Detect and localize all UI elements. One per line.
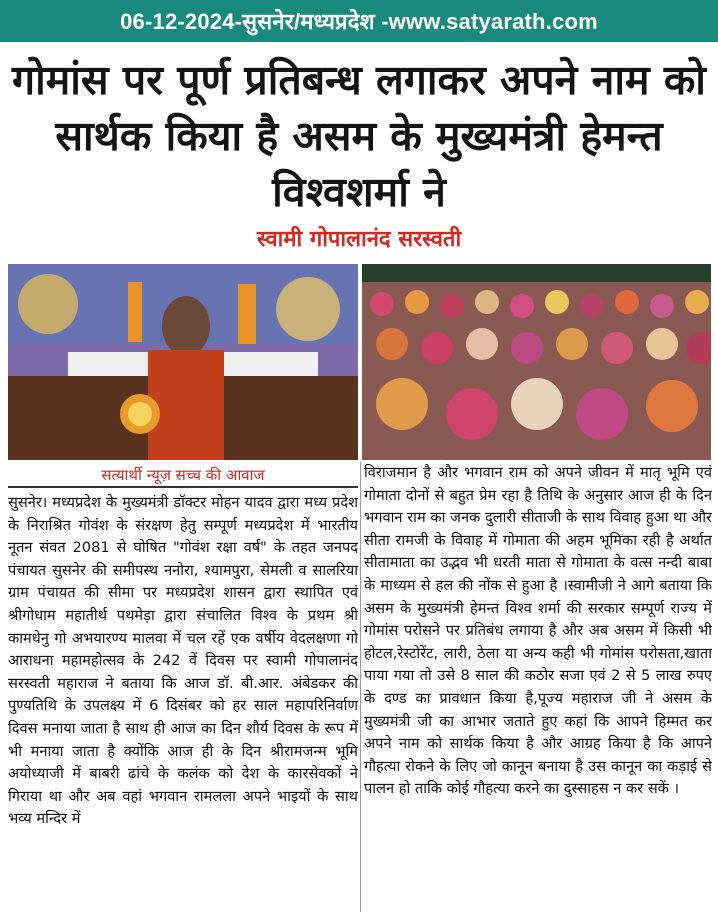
audience-photo [362, 264, 711, 460]
article-byline: स्वामी गोपालानंद सरस्वती [256, 227, 462, 252]
speaker-photo [8, 264, 358, 460]
article-body-right-column: विराजमान है और भगवान राम को अपने जीवन में मातृ भूमि एवं गोमाता दोनों से बहुत प्रेम रहा है तिथि के अनुसार आज ही के दिन भगवान राम का जनक दुलारी सीताजी के साथ विवाह हुआ था और सीता रामजी के विवाह में गोमाता की अहम भूमिका रही है अर्थात सीतामाता का उद्भव भी धरती माता से गोमाता के वत्स नन्दी बाबा के माध्यम से हल की नोंक से हुआ है ।स्वामीजी ने आगे बताया कि असम के मुख्यमंत्री हेमन्त विश्व शर्मा की सरकार सम्पूर्ण राज्य में गोमांस परोसने पर प्रतिबंध लगाया है और अब असम में किसी भी होटल,रेस्टोरेंट, लारी, ठेला या अन्य कही भी गोमांस परोसता,खाता पाया गया तो उसे 8 साल की कठोर सजा एवं 2 से 5 लाख रुपए के दण्ड का प्रावधान किया है,पूज्य महाराज जी ने असम के मुख्यमंत्री जी का आभार जताते हुए कहां कि आपने हिम्मत कर अपने नाम को सार्थक किया है और आग्रह किया है कि आपने गौहत्या रोकने के लिए जो कानून बनाया है उस कानून का कड़ाई से पालन हो ताकि कोई गौहत्या करने का दुस्साहस न कर सकें । [364, 464, 712, 798]
dateline-banner [0, 0, 718, 42]
column-divider [360, 462, 361, 912]
article-body-left-column: सुसनेर। मध्यप्रदेश के मुख्यमंत्री डॉक्टर मोहन यादव द्वारा मध्य प्रदेश के निराश्रित गोवंश के संरक्षण हेतु सम्पूर्ण मध्यप्रदेश में भारतीय नूतन संवत 2081 से घोषित "गोवंश रक्षा वर्ष" के तहत जनपद पंचायत सुसनेर की समीपस्थ ननोरा, श्यामपुरा, सेमली व सालरिया ग्राम पंचायत की सीमा पर मध्यप्रदेश शासन द्वारा स्थापित एवं श्रीगोधाम महातीर्थ पथमेड़ा द्वारा संचालित विश्व के प्रथम श्री कामधेनु गो अभयारण्य मालवा में चल रहें एक वर्षीय वेदलक्षणा गो आराधना महामहोत्सव के 242 वें दिवस पर स्वामी गोपालानंद सरस्वती महाराज ने बताया कि आज डॉ. बी.आर. अंबेडकर की पुण्यतिथि के उपलक्ष्य में 6 दिसंबर को हर साल महापरिनिर्वाण दिवस मनाया जाता है साथ ही आज का दिन शौर्य दिवस के रूप में भी मनाया जाता है क्योंकि आज ही के दिन श्रीरामजन्म भूमि अयोध्याजी में बाबरी ढांचे के कलंक को देश के कारसेवकों ने गिराया था और अब वहां भगवान रामलला अपने भाइयों के साथ भव्य मन्दिर में [8, 494, 358, 828]
dateline-text: 06-12-2024-सुसनेर/मध्यप्रदेश -www.satyarath.com [120, 9, 598, 34]
photo-caption: सत्यार्थी न्यूज़ सच्च की आवाज [8, 462, 358, 488]
audience-photo-graphic [362, 264, 711, 460]
article-headline: गोमांस पर पूर्ण प्रतिबन्ध लगाकर अपने नाम को सार्थक किया है असम के मुख्यमंत्री हेमन्त विश्वशर्मा ने [12, 56, 706, 216]
speaker-photo-graphic [8, 264, 358, 460]
